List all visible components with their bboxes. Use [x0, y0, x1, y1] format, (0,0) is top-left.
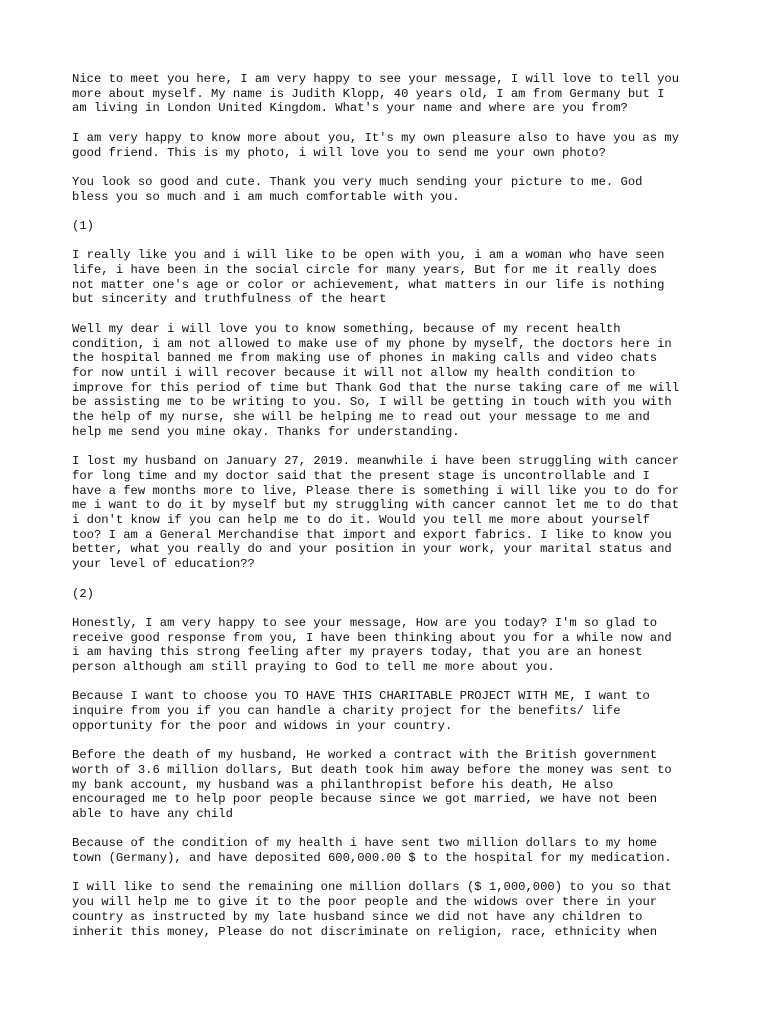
paragraph-honestly: Honestly, I am very happy to see your message, How are you today? I'm so glad to receive good response from you, I have been thinking about you for a while now and i am having this strong feeling after my prayers today, that you are an honest person although am still praying to God to tell me more about you. [72, 615, 672, 674]
paragraph-remaining: I will like to send the remaining one million dollars ($ 1,000,000) to you so that you will help me to give it to the poor people and the widows over there in your country as instructed by my late husband since we did not have any children to inherit this money, Please do not discriminate on religion, race, ethnicity when [72, 880, 672, 939]
section-marker-1: (1) [72, 218, 94, 233]
paragraph-charity: Because I want to choose you TO HAVE THIS CHARITABLE PROJECT WITH ME, I want to inquire from you if you can handle a charity project for the benefits/ life opportunity for the poor and widows in your country. [72, 689, 650, 733]
document-page [72, 72, 712, 1024]
paragraph-contract: Before the death of my husband, He worked a contract with the British government worth of 3.6 million dollars, But death took him away before the money was sent to my bank account, my husband was a philanthropist before his death, He also encouraged me to help poor people because since we got married, we have not been able to have any child [72, 748, 672, 821]
paragraph-health: Well my dear i will love you to know something, because of my recent health condition, i am not allowed to make use of my phone by myself, the doctors here in the hospital banned me from making use of phones in making calls and video chats for now until i will recover because it will not allow my health condition to improve for this period of time but Thank God that the nurse taking care of me will be assisting me to be writing to you. So, I will be getting in touch with you with the help of my nurse, she will be helping me to read out your message to me and help me send you mine okay. Thanks for understanding. [72, 321, 680, 439]
paragraph-condition: Because of the condition of my health i have sent two million dollars to my home town (Germany), and have deposited 600,000.00 $ to the hospital for my medication. [72, 836, 672, 866]
paragraph-thanks: You look so good and cute. Thank you very much sending your picture to me. God bless you so much and i am much comfortable with you. [72, 174, 643, 204]
paragraph-intro: Nice to meet you here, I am very happy to see your message, I will love to tell you more about myself. My name is Judith Klopp, 40 years old, I am from Germany but I am living in London United Kingdom. What's your name and where are you from? [72, 72, 680, 116]
section-marker-2: (2) [72, 586, 94, 601]
paragraph-open: I really like you and i will like to be open with you, i am a woman who have seen life, i have been in the social circle for many years, But for me it really does not matter one's age or color or achievement, what matters in our life is nothing but sincerity and truthfulness of the heart [72, 248, 665, 307]
paragraph-husband: I lost my husband on January 27, 2019. meanwhile i have been struggling with cancer for long time and my doctor said that the present stage is uncontrollable and I have a few months more to live, Please there is something i will like you to do for me i want to do it by myself but my struggling with cancer cannot let me to do that i don't know if you can help me to do it. Would you tell me more about yourself too? I am a General Merchandise that import and export fabrics. I like to know you better, what you really do and your position in your work, your marital status and your level of education?? [72, 454, 680, 572]
paragraph-photo: I am very happy to know more about you, It's my own pleasure also to have you as my good friend. This is my photo, i will love you to send me your own photo? [72, 130, 680, 160]
